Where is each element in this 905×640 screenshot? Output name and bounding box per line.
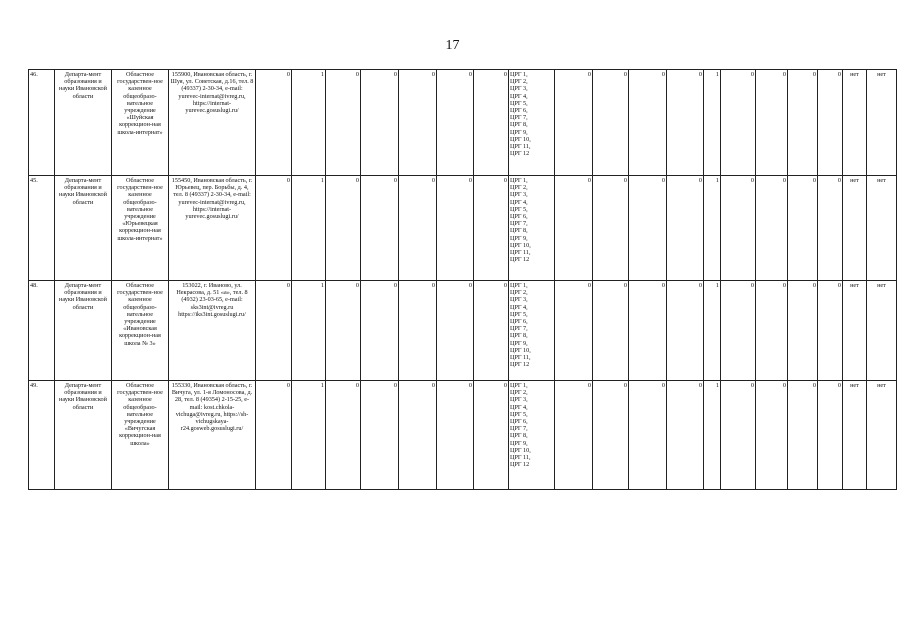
- goal-item: ЦРГ 9,: [510, 439, 528, 447]
- goal-item: ЦРГ 8,: [510, 121, 528, 129]
- indicator-value-cell: 0: [667, 381, 704, 490]
- goal-item: ЦРГ 6,: [510, 318, 528, 326]
- goal-item: ЦРГ 4,: [510, 198, 528, 206]
- status-cell: нет: [867, 176, 897, 281]
- indicator-value-cell: 0: [361, 70, 399, 176]
- indicator-value-cell: 0: [399, 381, 437, 490]
- indicator-value-cell: 0: [399, 70, 437, 176]
- goal-item: ЦРГ 10,: [510, 241, 531, 249]
- indicator-value-cell: 0: [593, 70, 629, 176]
- contacts-cell: 155900, Ивановская область, г. Шуя, ул. Советская, д.16, тел. 8 (49337) 2-30-34, e-mail: yurevec-internat@ivreg.ru, https://internat-yurevec.gosuslugi.ru/: [169, 70, 256, 176]
- indicator-value-cell: 0: [818, 281, 843, 381]
- contacts-cell: 155450, Ивановская область, г. Юрьевец, пер. Борьбы, д. 4, тел. 8 (49337) 2-30-34, e-mail: yurevec-internat@ivreg.ru, https://internat-yurevec.gosuslugi.ru/: [169, 176, 256, 281]
- goal-item: ЦРГ 9,: [510, 128, 528, 136]
- goal-item: ЦРГ 2,: [510, 289, 528, 297]
- goal-item: ЦРГ 12: [510, 150, 530, 158]
- indicator-value-cell: 0: [399, 281, 437, 381]
- goal-item: ЦРГ 1,: [510, 177, 528, 184]
- goals-cell: [509, 381, 555, 490]
- goals-cell: [509, 281, 555, 381]
- indicator-value-cell: 0: [437, 281, 474, 381]
- indicator-value-cell: 0: [555, 281, 593, 381]
- indicator-value-cell: 1: [704, 381, 721, 490]
- contacts-cell: 153022, г. Иваново, ул. Некрасова, д. 51 «а», тел. 8 (4932) 23-03-65, e-mail: sks3int@ivreg.ru https://iks3int.gosuslugi.ru/: [169, 281, 256, 381]
- goal-item: ЦРГ 2,: [510, 78, 528, 86]
- indicator-value-cell: 0: [256, 176, 292, 281]
- institution-cell: Областное государствен-ное казенное общеобразо-вательное учреждение «Вичугская коррекцион-ная школа»: [112, 381, 169, 490]
- goal-item: ЦРГ 9,: [510, 339, 528, 347]
- contacts-cell: 155330, Ивановская область, г. Вичуга, ул. 1-я Ломоносова, д. 28, тел. 8 (49354) 2-15-25, e-mail: kost.chkola-vichuga@ivreg.ru, https://sh-vichugskaya-r24.gosweb.gosuslugi.ru/: [169, 381, 256, 490]
- indicator-value-cell: 0: [437, 70, 474, 176]
- indicator-value-cell: 0: [818, 381, 843, 490]
- indicator-value-cell: 0: [474, 381, 509, 490]
- indicator-value-cell: 0: [361, 281, 399, 381]
- goal-item: ЦРГ 3,: [510, 296, 528, 304]
- indicator-value-cell: 1: [292, 176, 326, 281]
- goal-item: ЦРГ 7,: [510, 325, 528, 333]
- goal-item: ЦРГ 12: [510, 256, 530, 264]
- indicator-value-cell: 0: [721, 176, 756, 281]
- indicator-value-cell: 0: [629, 381, 667, 490]
- goal-item: ЦРГ 7,: [510, 425, 528, 433]
- founder-cell: Департа-мент образования и науки Ивановской области: [55, 281, 112, 381]
- goal-item: ЦРГ 11,: [510, 354, 531, 362]
- indicator-value-cell: 0: [256, 381, 292, 490]
- indicator-value-cell: 0: [756, 70, 788, 176]
- table-row: [29, 281, 897, 381]
- status-cell: нет: [843, 70, 867, 176]
- indicator-value-cell: 0: [667, 176, 704, 281]
- goal-item: ЦРГ 11,: [510, 249, 531, 257]
- indicator-value-cell: 0: [326, 176, 361, 281]
- indicator-value-cell: 1: [292, 381, 326, 490]
- indicator-value-cell: 0: [788, 281, 818, 381]
- indicator-value-cell: 0: [721, 281, 756, 381]
- goal-item: ЦРГ 6,: [510, 213, 528, 221]
- goal-item: ЦРГ 8,: [510, 432, 528, 440]
- goal-item: ЦРГ 5,: [510, 205, 528, 213]
- goal-item: ЦРГ 6,: [510, 107, 528, 115]
- indicator-value-cell: 0: [629, 281, 667, 381]
- goal-item: ЦРГ 8,: [510, 332, 528, 340]
- indicator-value-cell: 1: [704, 70, 721, 176]
- goal-item: ЦРГ 1,: [510, 382, 528, 389]
- indicator-value-cell: 0: [326, 381, 361, 490]
- indicator-value-cell: 0: [555, 70, 593, 176]
- indicator-value-cell: 1: [704, 176, 721, 281]
- indicator-value-cell: 0: [788, 70, 818, 176]
- goal-item: ЦРГ 3,: [510, 191, 528, 199]
- goal-item: ЦРГ 12: [510, 461, 530, 469]
- indicator-value-cell: 0: [326, 281, 361, 381]
- goal-item: ЦРГ 1,: [510, 71, 528, 78]
- row-number-cell: 49.: [29, 381, 55, 490]
- indicator-value-cell: 0: [818, 176, 843, 281]
- goal-item: ЦРГ 8,: [510, 227, 528, 235]
- goal-item: ЦРГ 5,: [510, 310, 528, 318]
- goal-item: ЦРГ 10,: [510, 135, 531, 143]
- goal-item: ЦРГ 11,: [510, 143, 531, 151]
- indicator-value-cell: 0: [667, 281, 704, 381]
- registry-table: [28, 69, 897, 490]
- goal-item: ЦРГ 4,: [510, 403, 528, 411]
- goal-item: ЦРГ 4,: [510, 303, 528, 311]
- indicator-value-cell: 0: [555, 176, 593, 281]
- indicator-value-cell: 0: [667, 70, 704, 176]
- indicator-value-cell: 0: [256, 70, 292, 176]
- indicator-value-cell: 0: [721, 381, 756, 490]
- page-number: 17: [445, 38, 460, 53]
- indicator-value-cell: 0: [399, 176, 437, 281]
- indicator-value-cell: 0: [555, 381, 593, 490]
- goal-item: ЦРГ 9,: [510, 234, 528, 242]
- indicator-value-cell: 1: [704, 281, 721, 381]
- status-cell: нет: [843, 176, 867, 281]
- status-cell: нет: [843, 281, 867, 381]
- indicator-value-cell: 0: [474, 281, 509, 381]
- indicator-value-cell: 0: [474, 70, 509, 176]
- goal-item: ЦРГ 10,: [510, 346, 531, 354]
- goal-item: ЦРГ 7,: [510, 220, 528, 228]
- indicator-value-cell: 0: [788, 381, 818, 490]
- goals-cell: [509, 176, 555, 281]
- status-cell: нет: [867, 281, 897, 381]
- indicator-value-cell: 0: [818, 70, 843, 176]
- goal-item: ЦРГ 2,: [510, 389, 528, 397]
- registry-body: [29, 70, 897, 490]
- goal-item: ЦРГ 5,: [510, 410, 528, 418]
- indicator-value-cell: 0: [361, 381, 399, 490]
- goal-item: ЦРГ 7,: [510, 114, 528, 122]
- indicator-value-cell: 0: [593, 176, 629, 281]
- status-cell: нет: [843, 381, 867, 490]
- indicator-value-cell: 1: [292, 281, 326, 381]
- row-number-cell: 45.: [29, 176, 55, 281]
- institution-cell: Областное государствен-ное казенное общеобразо-вательное учреждение «Юрьевецкая коррекцион-ная школа-интернат»: [112, 176, 169, 281]
- goal-item: ЦРГ 12: [510, 361, 530, 369]
- row-number-cell: 46.: [29, 70, 55, 176]
- goal-item: ЦРГ 1,: [510, 282, 528, 289]
- institution-cell: Областное государствен-ное казенное общеобразо-вательное учреждение «Ивановская коррекцион-ная школа № 3»: [112, 281, 169, 381]
- indicator-value-cell: 0: [756, 281, 788, 381]
- founder-cell: Департа-мент образования и науки Ивановской области: [55, 70, 112, 176]
- goal-item: ЦРГ 5,: [510, 99, 528, 107]
- indicator-value-cell: 0: [326, 70, 361, 176]
- indicator-value-cell: 0: [721, 70, 756, 176]
- indicator-value-cell: 1: [292, 70, 326, 176]
- goals-cell: [509, 70, 555, 176]
- indicator-value-cell: 0: [593, 281, 629, 381]
- table-row: [29, 176, 897, 281]
- institution-cell: Областное государствен-ное казенное общеобразо-вательное учреждение «Шуйская коррекцион-ная школа-интернат»: [112, 70, 169, 176]
- goal-item: ЦРГ 2,: [510, 184, 528, 192]
- indicator-value-cell: 0: [629, 70, 667, 176]
- indicator-value-cell: 0: [437, 381, 474, 490]
- goal-item: ЦРГ 4,: [510, 92, 528, 100]
- goal-item: ЦРГ 10,: [510, 446, 531, 454]
- goal-item: ЦРГ 6,: [510, 418, 528, 426]
- table-row: [29, 381, 897, 490]
- table-row: [29, 70, 897, 176]
- row-number-cell: 48.: [29, 281, 55, 381]
- founder-cell: Департа-мент образования и науки Ивановской области: [55, 176, 112, 281]
- goal-item: ЦРГ 3,: [510, 85, 528, 93]
- indicator-value-cell: 0: [593, 381, 629, 490]
- goal-item: ЦРГ 11,: [510, 454, 531, 462]
- indicator-value-cell: 0: [474, 176, 509, 281]
- goal-item: ЦРГ 3,: [510, 396, 528, 404]
- founder-cell: Департа-мент образования и науки Ивановской области: [55, 381, 112, 490]
- indicator-value-cell: 0: [361, 176, 399, 281]
- indicator-value-cell: 0: [629, 176, 667, 281]
- indicator-value-cell: 0: [437, 176, 474, 281]
- indicator-value-cell: 0: [788, 176, 818, 281]
- indicator-value-cell: 0: [756, 176, 788, 281]
- status-cell: нет: [867, 70, 897, 176]
- indicator-value-cell: 0: [756, 381, 788, 490]
- status-cell: нет: [867, 381, 897, 490]
- indicator-value-cell: 0: [256, 281, 292, 381]
